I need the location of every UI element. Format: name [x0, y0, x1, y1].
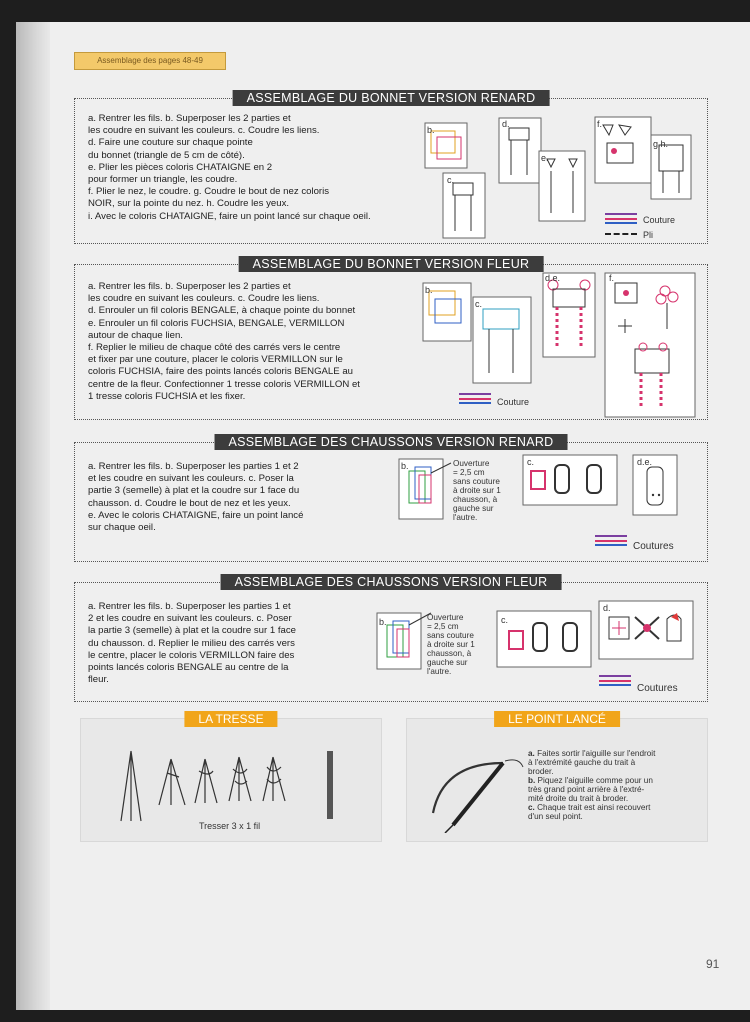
diagram-label: g.h. [653, 139, 669, 149]
step-c: Chaque trait est ainsi recouvert d'un seul point. [528, 803, 651, 821]
legend-couture: Couture [497, 397, 530, 407]
diagram-label: d.e. [545, 273, 561, 283]
section-instructions: a. Rentrer les fils. b. Superposer les parties 1 et 2 et les coudre en suivant les couleurs. c. Poser la partie 3 (semelle) à plat et la coudre sur 1 face du chausson. d. Coudre le bout de nez et les yeux. e. Avec le coloris CHATAIGNE, faire un point lancé sur chaque oeil. [88, 461, 304, 534]
diagram-bonnet-renard [423, 113, 723, 243]
braid-illustration [101, 743, 361, 823]
diagram-label: d.e. [637, 457, 653, 467]
diagram-label: c. [447, 175, 455, 185]
section-instructions: a. Rentrer les fils. b. Superposer les 2 parties et les coudre en suivant les couleurs. c. Coudre les liens. d. Faire une couture sur chaque pointe du bonnet (triangle de 5 cm de côté). e. Plier les pièces coloris CHATAIGNE en 2 pour former un triangle, les coudre. f. Plier le nez, le coudre. g. Coudre le bout de nez coloris NOIR, sur la pointe du nez. h. Coudre les yeux. i. Avec le coloris CHATAIGNE, faire un point lancé sur chaque oeil. [88, 113, 371, 222]
section-chaussons-renard [74, 435, 708, 562]
step-a-key: a. [528, 749, 535, 758]
section-title: ASSEMBLAGE DU BONNET VERSION FLEUR [239, 256, 544, 272]
diagram-label: c. [501, 615, 509, 625]
diagram-label: d. [502, 119, 510, 129]
diagram-label: f. [609, 273, 615, 283]
ouverture-note: Ouverture = 2,5 cm sans couture à droite sur 1 chausson, à gauche sur l'autre. [427, 613, 475, 676]
diagram-label: b. [425, 285, 433, 295]
diagram-label: c. [527, 457, 535, 467]
couture-legend-lines [459, 393, 491, 407]
book-spine-shadow [16, 22, 50, 1010]
section-title: ASSEMBLAGE DES CHAUSSONS VERSION FLEUR [221, 574, 562, 590]
legend-coutures: Coutures [637, 683, 678, 694]
step-b: Piquez l'aiguille comme pour un très grand point arrière à l'extré- mité droite du trait à broder. [528, 776, 653, 803]
section-bonnet-renard [74, 91, 708, 244]
legend-couture: Couture [643, 215, 676, 225]
section-title: ASSEMBLAGE DES CHAUSSONS VERSION RENARD [215, 434, 568, 450]
point-lance-instructions [528, 749, 698, 821]
tresse-title: LA TRESSE [184, 711, 277, 727]
step-c-key: c. [528, 803, 535, 812]
legend-coutures: Coutures [633, 541, 674, 552]
box-tresse [80, 712, 382, 842]
diagram-label: f. [597, 119, 603, 129]
ouverture-note: Ouverture = 2,5 cm sans couture à droite sur 1 chausson, à gauche sur l'autre. [453, 459, 501, 522]
point-lance-title: LE POINT LANCÉ [494, 711, 620, 727]
tresse-caption: Tresser 3 x 1 fil [199, 821, 261, 831]
header-tag: Assemblage des pages 48-49 [74, 52, 226, 70]
diagram-label: b. [427, 125, 435, 135]
section-chaussons-fleur [74, 575, 708, 702]
section-title: ASSEMBLAGE DU BONNET VERSION RENARD [233, 90, 550, 106]
page-number: 91 [706, 957, 720, 971]
section-bonnet-fleur [74, 257, 708, 420]
diagram-chaussons-fleur [375, 595, 705, 671]
couture-legend-lines [605, 213, 637, 227]
couture-legend-lines [599, 675, 631, 689]
legend-pli: Pli [643, 230, 654, 240]
section-instructions: a. Rentrer les fils. b. Superposer les 2 parties et les coudre en suivant les couleurs. c. Coudre les liens. d. Enrouler un fil coloris BENGALE, à chaque pointe du bonnet e. Enrouler un fil coloris FUCHSIA, BENGALE, VERMILLON autour de chaque lien. f. Replier le milieu de chaque côté des carrés vers le centre et fixer par une couture, placer le coloris VERMILLON sur le coloris FUCHSIA, faire des points lancés coloris BENGALE au centre de la fleur. Confectionner 1 tresse coloris VERMILLON et 1 tresse coloris FUCHSIA et les fixer. [88, 281, 360, 402]
diagram-label: c. [475, 299, 483, 309]
page [16, 22, 750, 1010]
pli-legend-line [605, 233, 637, 235]
couture-legend-lines [595, 535, 627, 549]
box-point-lance [406, 712, 708, 842]
needle-stitch-illustration [423, 743, 536, 833]
diagram-label: e. [541, 153, 549, 163]
diagram-label: d. [603, 603, 611, 613]
step-a: Faites sortir l'aiguille sur l'endroit à l'extrémité gauche du trait à broder. [528, 749, 656, 776]
section-instructions: a. Rentrer les fils. b. Superposer les parties 1 et 2 et les coudre en suivant les couleurs. c. Poser la partie 3 (semelle) à plat et la coudre sur 1 face du chausson. d. Replier le milieu des carrés vers le centre, placer le coloris VERMILLON faire des points lancés coloris BENGALE au centre de la fleur. [88, 601, 296, 686]
diagram-label: b. [379, 617, 387, 627]
diagram-label: b. [401, 461, 409, 471]
step-b-key: b. [528, 776, 536, 785]
